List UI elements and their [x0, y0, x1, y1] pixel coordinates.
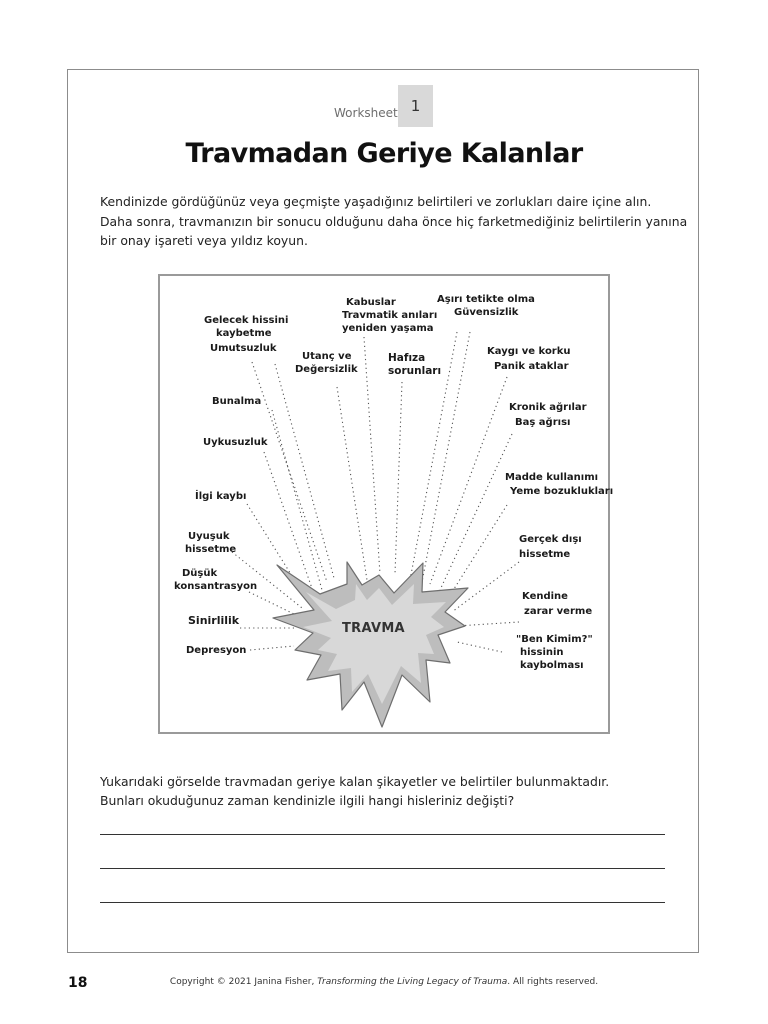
symptom-insomnia: Uykusuzluk — [203, 437, 268, 448]
answer-line-3[interactable] — [100, 902, 665, 903]
symptom-irritability: Sinirlilik — [188, 614, 240, 627]
symptom-self-harm: Kendine zarar verme — [522, 591, 593, 617]
symptom-anxiety: Kaygı ve korku Panik ataklar — [487, 346, 571, 372]
intro-line-2: Daha sonra, travmanızın bir sonucu olduğunu daha önce hiç farketmediğiniz belirtilerin yanına bir onay işareti veya yıldız koyun. — [100, 213, 688, 248]
answer-line-2[interactable] — [100, 868, 665, 869]
copyright-notice: Copyright © 2021 Janina Fisher, Transforming the Living Legacy of Trauma. All rights reserved. — [169, 977, 599, 987]
symptom-hypervigilance: Aşırı tetikte olma Güvensizlik — [437, 294, 535, 318]
question-line-1: Yukarıdaki görselde travmadan geriye kalan şikayetler ve belirtiler bulunmaktadır. — [100, 774, 610, 789]
answer-line-1[interactable] — [100, 834, 665, 835]
intro-instructions — [100, 192, 690, 251]
travma-label: TRAVMA — [342, 621, 405, 636]
symptom-unreal: Gerçek dışı hissetme — [519, 534, 582, 560]
trauma-diagram — [158, 274, 614, 734]
symptom-overwhelm: Bunalma — [212, 396, 262, 407]
intro-line-1: Kendinizde gördüğünüz veya geçmişte yaşadığınız belirtileri ve zorlukları daire içine alın. — [100, 194, 652, 209]
symptom-shame: Utanç ve Değersizlik — [295, 351, 358, 375]
symptom-chronic-pain: Kronik ağrılar Baş ağrısı — [509, 402, 587, 428]
symptom-nightmares: Kabuslar Travmatik anıları yeniden yaşama — [342, 297, 438, 334]
symptom-future-hopelessness: Gelecek hissini kaybetme Umutsuzluk — [204, 315, 289, 354]
reflection-question — [100, 772, 690, 810]
page-title: Travmadan Geriye Kalanlar — [185, 138, 583, 169]
question-line-2: Bunları okuduğunuz zaman kendinizle ilgili hangi hisleriniz değişti? — [100, 793, 515, 808]
symptom-depression: Depresyon — [186, 645, 247, 656]
worksheet-number-badge: 1 — [398, 85, 433, 127]
page-number: 18 — [68, 975, 88, 991]
symptom-memory: Hafıza sorunları — [388, 352, 442, 377]
symptom-substance: Madde kullanımı Yeme bozuklukları — [505, 472, 614, 497]
worksheet-label: Worksheet — [334, 106, 398, 120]
symptom-low-concentration: Düşük konsantrasyon — [174, 568, 258, 592]
symptom-loss-of-interest: İlgi kaybı — [195, 491, 247, 502]
symptom-who-am-i: "Ben Kimim?" hissinin kaybolması — [516, 634, 593, 671]
symptom-numb: Uyuşuk hissetme — [185, 531, 237, 555]
